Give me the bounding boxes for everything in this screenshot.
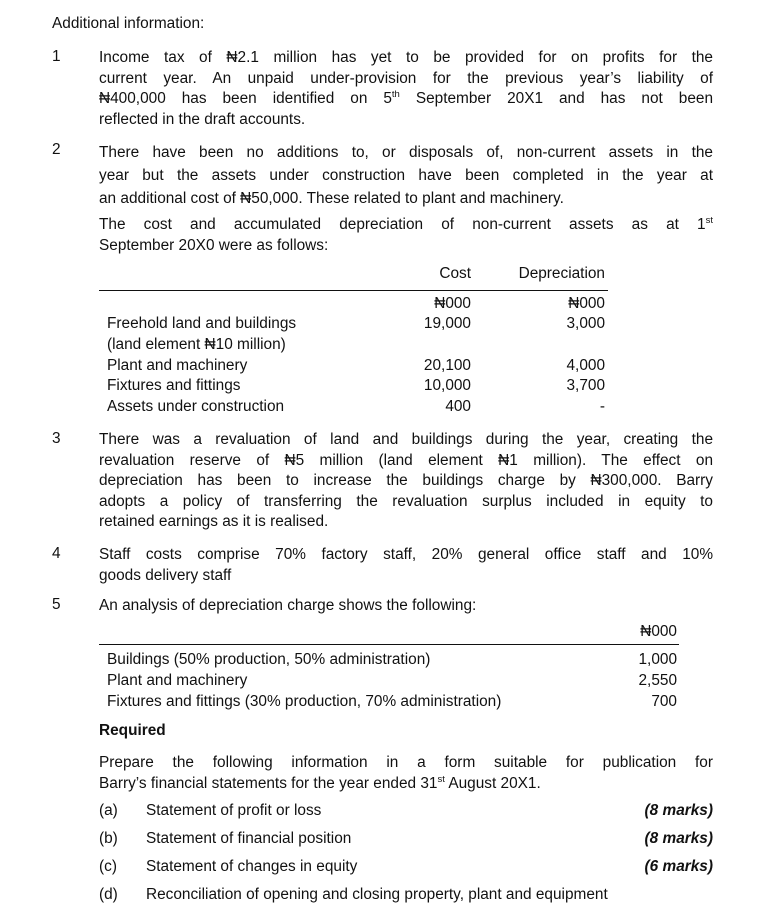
part-letter: (c) bbox=[99, 858, 117, 875]
text-fragment: Barry’s financial statements for the year ended 31 bbox=[99, 774, 438, 792]
text-line: Income tax of ₦2.1 million has yet to be provided for on profits for the bbox=[99, 49, 713, 66]
text-line: an additional cost of ₦50,000. These related to plant and machinery. bbox=[99, 190, 564, 207]
text-line: reflected in the draft accounts. bbox=[99, 110, 306, 128]
item-2-text bbox=[99, 141, 713, 210]
text-line: retained earnings as it is realised. bbox=[99, 513, 329, 531]
text-fragment: September 20X1 and has not been bbox=[399, 90, 714, 108]
text-fragment: The cost and accumulated depreciation of non-current assets as at 1 bbox=[99, 216, 706, 233]
dep-cell bbox=[480, 335, 605, 356]
item-2-subtext bbox=[99, 215, 713, 256]
part-text: Statement of profit or loss bbox=[146, 802, 322, 819]
text-line: goods delivery staff bbox=[99, 566, 232, 584]
superscript: st bbox=[437, 773, 445, 785]
asset-table-labels bbox=[107, 314, 296, 418]
dep-cell: 3,000 bbox=[566, 315, 605, 332]
text-line bbox=[99, 89, 713, 110]
table-rule bbox=[99, 644, 679, 645]
dep-cell: 3,700 bbox=[566, 377, 605, 395]
row-label: Freehold land and buildings bbox=[107, 315, 297, 332]
part-letter: (a) bbox=[99, 802, 118, 819]
text-fragment: ₦400,000 has been identified on 5 bbox=[99, 90, 392, 108]
asset-table-dep-col bbox=[480, 314, 605, 418]
part-marks: (6 marks) bbox=[644, 858, 713, 875]
text-line: September 20X0 were as follows: bbox=[99, 236, 329, 254]
part-letter: (d) bbox=[99, 886, 118, 903]
text-line bbox=[99, 774, 713, 795]
text-line: Prepare the following information in a form suitable for publication for bbox=[99, 754, 713, 771]
part-marks: (8 marks) bbox=[644, 830, 713, 847]
row-label: Fixtures and fittings (30% production, 70% administration) bbox=[107, 692, 502, 710]
value-cell: 700 bbox=[651, 692, 677, 710]
row-label: Fixtures and fittings bbox=[107, 377, 241, 395]
part-text: Statement of financial position bbox=[146, 830, 352, 847]
text-line: current year. An unpaid under-provision for the previous year’s liability of bbox=[99, 69, 713, 87]
text-fragment: August 20X1. bbox=[444, 774, 541, 792]
item-5-text bbox=[99, 596, 713, 617]
row-label: (land element ₦10 million) bbox=[107, 335, 286, 353]
text-line: There was a revaluation of land and buildings during the year, creating the bbox=[99, 431, 713, 448]
required-title: Required bbox=[99, 722, 166, 739]
cost-cell: 10,000 bbox=[423, 377, 471, 395]
item-number: 2 bbox=[52, 141, 61, 158]
text-line: An analysis of depreciation charge shows the following: bbox=[99, 597, 477, 614]
item-number: 5 bbox=[52, 596, 61, 613]
row-label: Plant and machinery bbox=[107, 356, 248, 374]
superscript: st bbox=[705, 215, 713, 226]
value-cell: 1,000 bbox=[638, 651, 677, 668]
item-number: 4 bbox=[52, 545, 61, 562]
item-number: 1 bbox=[52, 48, 61, 65]
cost-cell bbox=[400, 335, 471, 356]
text-line: depreciation has been to increase the buildings charge by ₦300,000. Barry bbox=[99, 472, 713, 490]
dep-unit: ₦000 bbox=[640, 623, 677, 640]
dep-cell: - bbox=[599, 398, 605, 416]
part-text: Reconciliation of opening and closing property, plant and equipment bbox=[146, 886, 608, 903]
unit-cost: ₦000 bbox=[434, 295, 471, 312]
row-label: Assets under construction bbox=[107, 398, 285, 416]
text-line: There have been no additions to, or disposals of, non-current assets in the bbox=[99, 144, 713, 161]
item-4-text bbox=[99, 545, 713, 586]
required-intro bbox=[99, 753, 713, 794]
col-header-depreciation: Depreciation bbox=[518, 265, 605, 282]
row-label: Plant and machinery bbox=[107, 671, 248, 689]
text-line: Staff costs comprise 70% factory staff, 20% general office staff and 10% bbox=[99, 546, 713, 563]
cost-cell: 19,000 bbox=[423, 315, 471, 332]
text-line: adopts a policy of transferring the revaluation surplus included in equity to bbox=[99, 492, 713, 510]
item-1-text bbox=[99, 48, 713, 130]
superscript: th bbox=[391, 89, 400, 101]
text-line: revaluation reserve of ₦5 million (land element ₦1 million). The effect on bbox=[99, 451, 713, 469]
part-letter: (b) bbox=[99, 830, 118, 847]
part-marks: (8 marks) bbox=[644, 802, 713, 819]
page-heading: Additional information: bbox=[52, 15, 205, 32]
table-rule bbox=[99, 290, 608, 291]
dep-table-labels bbox=[107, 650, 501, 712]
part-text: Statement of changes in equity bbox=[146, 858, 358, 875]
text-line: year but the assets under construction have been completed in the year at bbox=[99, 167, 713, 184]
cost-cell: 20,100 bbox=[423, 356, 471, 374]
unit-depreciation: ₦000 bbox=[568, 295, 605, 312]
dep-cell: 4,000 bbox=[566, 356, 605, 374]
dep-table-values bbox=[600, 650, 677, 712]
text-line bbox=[99, 215, 713, 236]
col-header-cost: Cost bbox=[439, 265, 471, 282]
cost-cell: 400 bbox=[445, 398, 471, 416]
asset-table-cost-col bbox=[400, 314, 471, 418]
item-3-text bbox=[99, 430, 713, 533]
value-cell: 2,550 bbox=[638, 671, 677, 689]
item-number: 3 bbox=[52, 430, 61, 447]
row-label: Buildings (50% production, 50% administration) bbox=[107, 651, 431, 668]
